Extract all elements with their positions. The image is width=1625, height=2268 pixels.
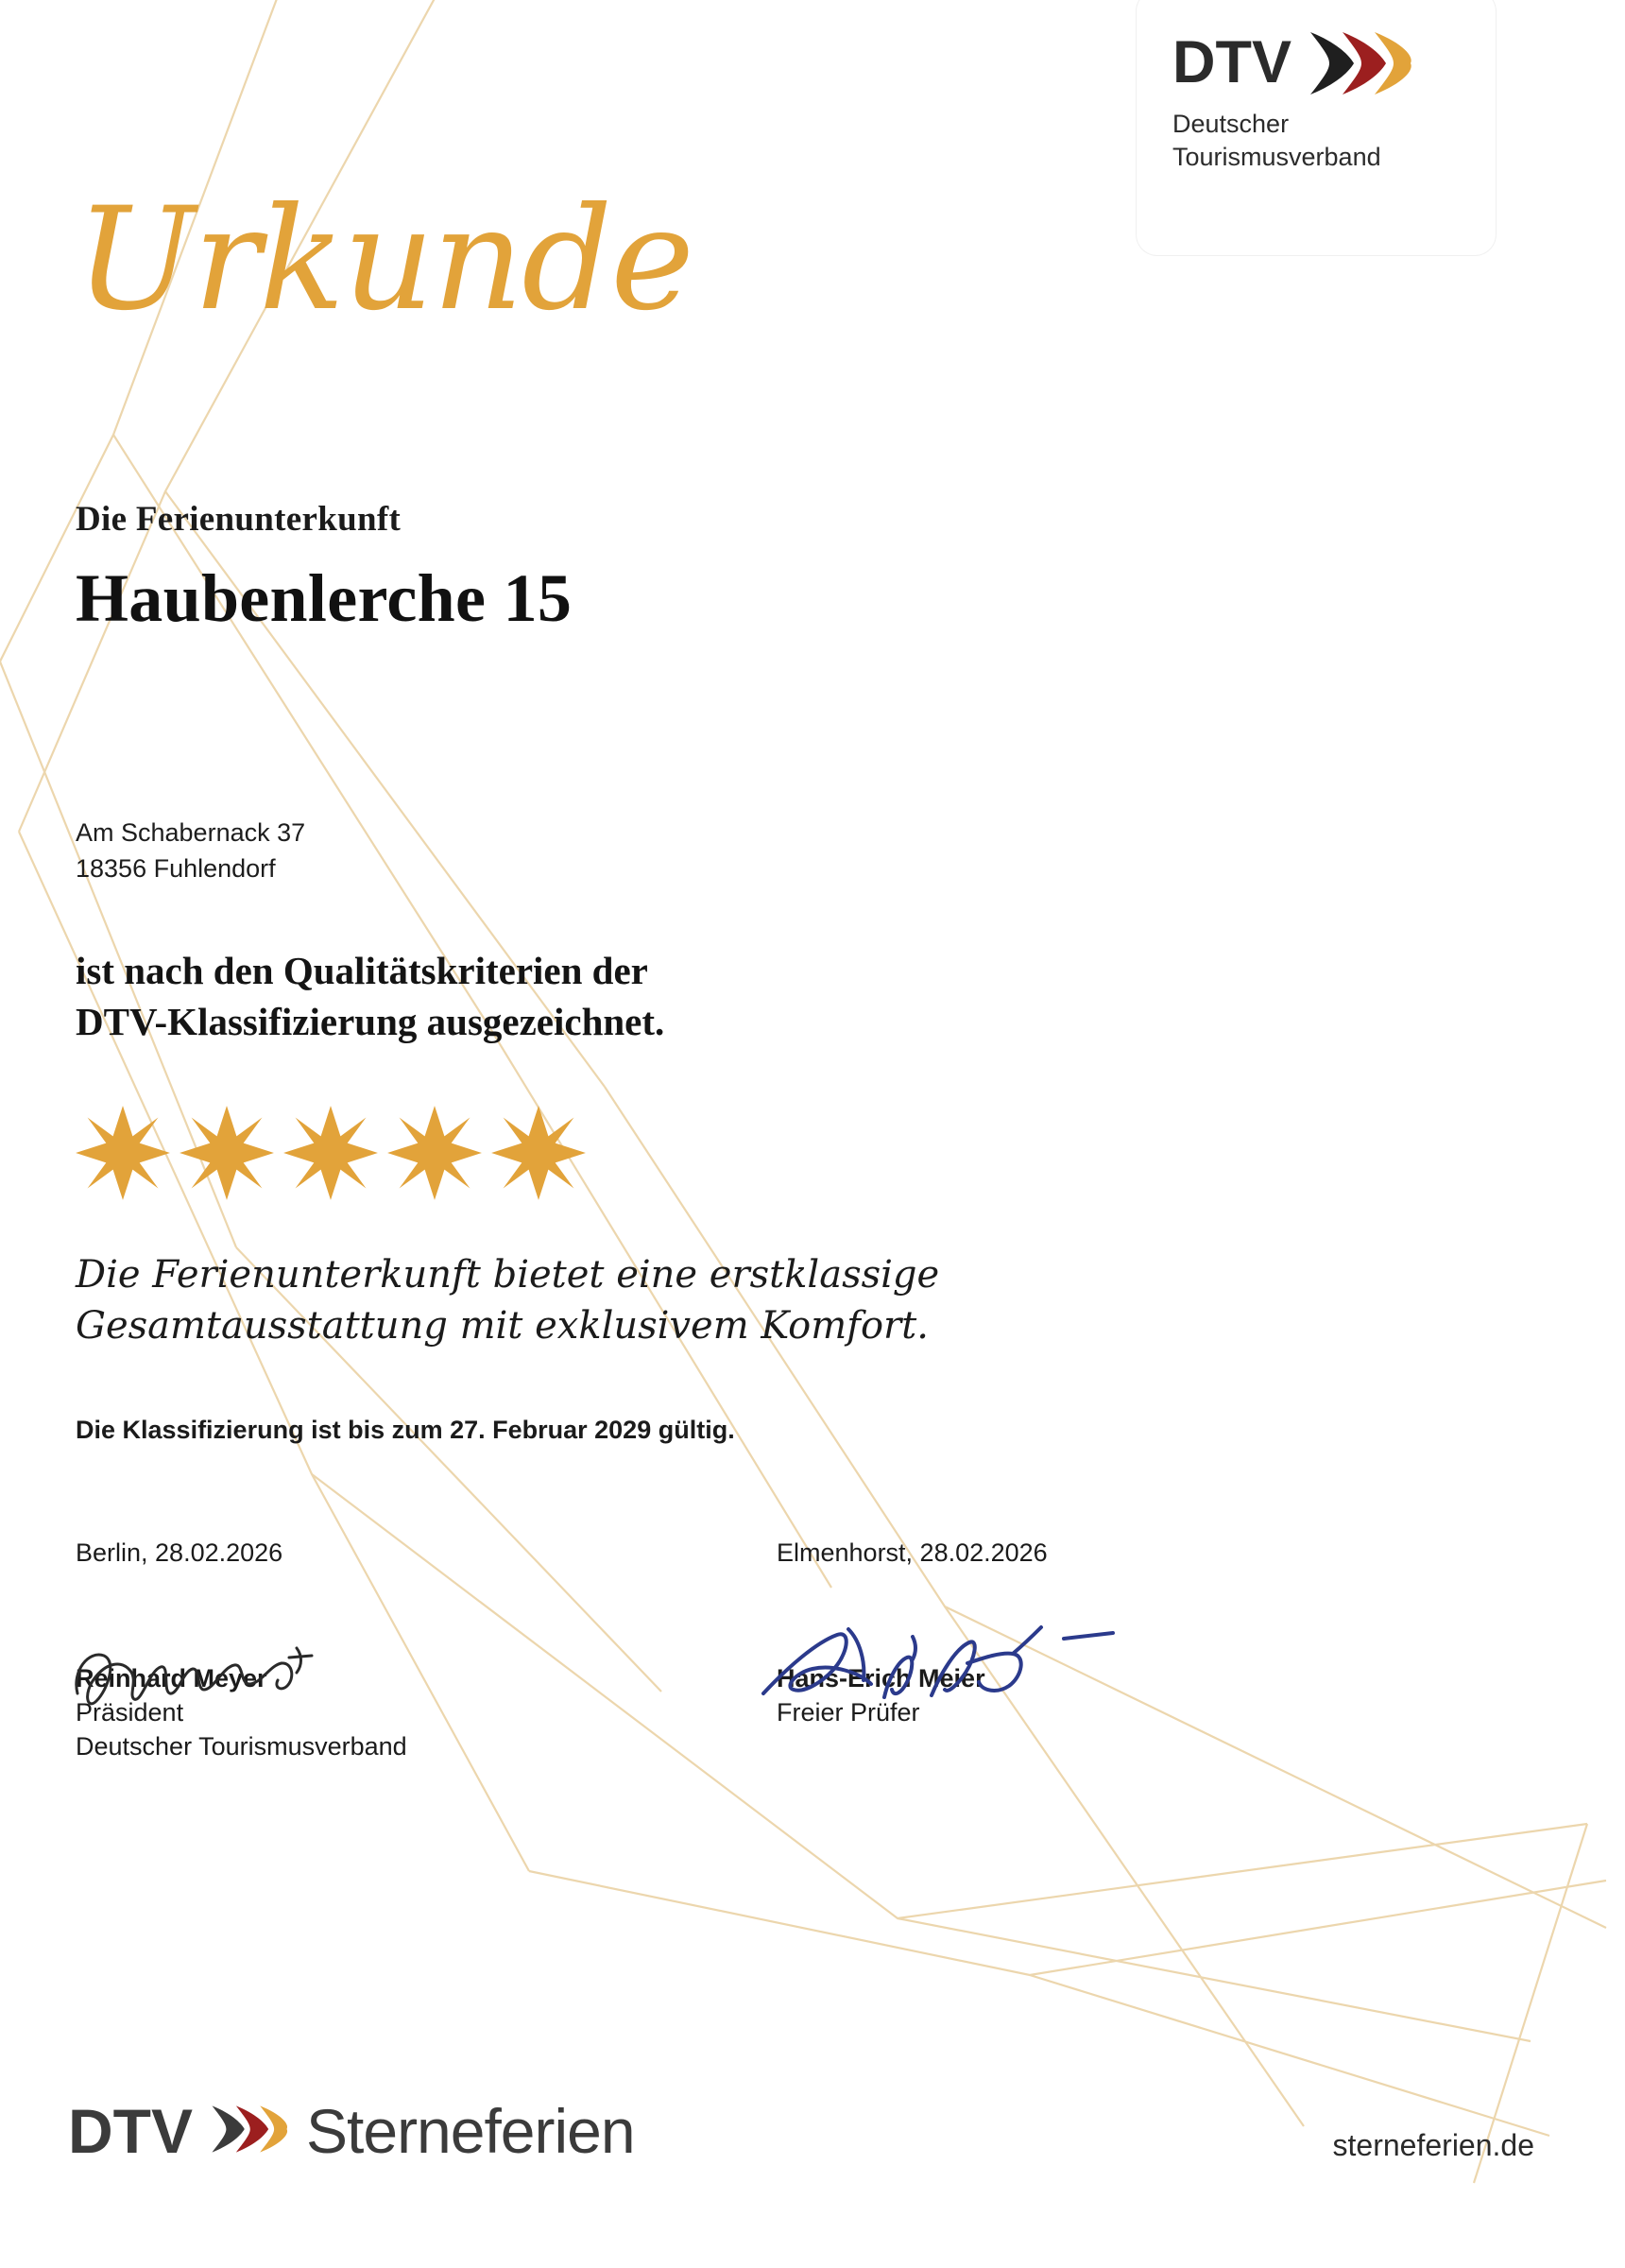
address-block	[76, 815, 305, 887]
signature-place-date: Berlin, 28.02.2026	[76, 1538, 283, 1567]
rating-description-line-2: Gesamtausstattung mit exklusivem Komfort.	[76, 1304, 929, 1349]
address-line-2: 18356 Fuhlendorf	[76, 854, 276, 884]
award-statement-line-1: ist nach den Qualitätskriterien der	[76, 949, 648, 992]
dtv-name-line-1: Deutscher	[1172, 110, 1290, 138]
signature-block-auditor	[777, 1538, 1048, 1732]
signature-block-president	[76, 1538, 407, 1761]
rating-description-line-1: Die Ferienunterkunft bietet eine erstklassige	[76, 1253, 940, 1297]
dtv-logo-badge	[1137, 0, 1496, 255]
star-rating	[74, 1104, 588, 1202]
dtv-abbreviation: DTV	[1172, 28, 1291, 95]
signature-role: Präsident	[76, 1698, 184, 1727]
footer-dtv-abbreviation: DTV	[68, 2096, 193, 2166]
signature-role: Freier Prüfer	[777, 1698, 920, 1727]
award-statement-line-2: DTV-Klassifizierung ausgezeichnet.	[76, 1000, 665, 1044]
subject-label: Die Ferienunterkunft	[76, 500, 402, 539]
footer-brand-word: Sterneferien	[306, 2096, 635, 2166]
star-icon	[74, 1104, 172, 1202]
signature-place-date: Elmenhorst, 28.02.2026	[777, 1538, 1048, 1567]
footer-logo	[68, 2096, 635, 2166]
footer-website-url: sterneferien.de	[1332, 2128, 1534, 2162]
footer-chevron-icon	[208, 2103, 291, 2160]
signature-name: Reinhard Meyer	[76, 1664, 267, 1692]
rating-description	[76, 1249, 939, 1352]
dtv-name-line-2: Tourismusverband	[1172, 143, 1381, 172]
object-name: Haubenlerche 15	[76, 560, 573, 636]
star-icon	[489, 1104, 588, 1202]
star-icon	[178, 1104, 276, 1202]
star-icon	[385, 1104, 484, 1202]
page-title: Urkunde	[76, 178, 693, 342]
signature-organisation: Deutscher Tourismusverband	[76, 1732, 407, 1761]
award-statement	[76, 945, 664, 1047]
signature-name: Hans-Erich Meier	[777, 1664, 985, 1692]
star-icon	[282, 1104, 380, 1202]
dtv-chevron-icon	[1305, 28, 1416, 98]
dtv-full-name	[1172, 108, 1456, 174]
address-line-1: Am Schabernack 37	[76, 818, 306, 847]
validity-note: Die Klassifizierung ist bis zum 27. Februar 2029 gültig.	[76, 1416, 735, 1444]
